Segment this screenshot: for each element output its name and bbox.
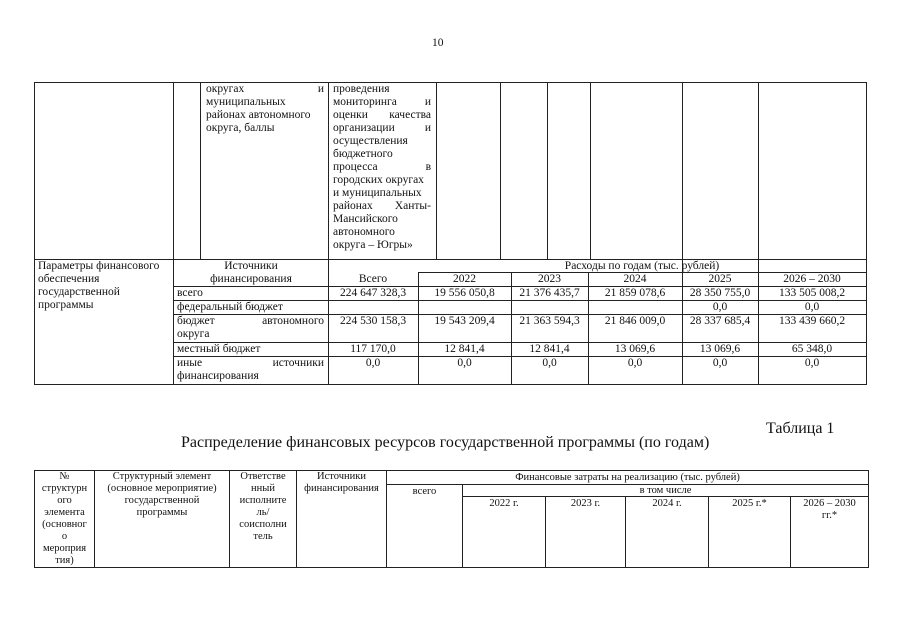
cell-text: гг.*: [821, 510, 838, 521]
cell-text: ого: [57, 495, 72, 506]
cell-value: 21 376 435,7: [519, 287, 580, 299]
col-divider: [173, 82, 174, 385]
col-year-2024: 2024 г.: [652, 498, 682, 509]
cell-value: 133 439 660,2: [778, 315, 846, 327]
cell-text: Ханты-: [394, 200, 431, 212]
table-border-bottom: [34, 384, 867, 385]
cell-value: 117 170,0: [350, 343, 396, 355]
cell-text: автономного: [262, 315, 324, 327]
method-cell: [333, 83, 431, 252]
cell-value: 65 348,0: [791, 343, 833, 355]
cell-text: проведения: [333, 83, 390, 95]
col-struct-header: [95, 471, 229, 519]
col-divider: [682, 82, 683, 385]
col-header-2024: 2024: [623, 273, 647, 285]
cell-value: 133 505 008,2: [778, 287, 846, 299]
cell-text: округа, баллы: [206, 122, 275, 134]
cell-text: осуществления: [333, 135, 408, 147]
cell-value: 224 647 328,3: [339, 287, 407, 299]
cell-value: 13 069,6: [614, 343, 656, 355]
cell-text: Ответстве: [240, 471, 286, 482]
cell-text: и: [317, 83, 324, 95]
cell-text: финансирования: [210, 273, 292, 285]
cell-text: тия): [55, 555, 74, 566]
cell-text: обеспечения: [38, 273, 100, 285]
row-label-total: всего: [177, 287, 203, 299]
cell-text: №: [59, 471, 70, 482]
finance-params-label: [38, 260, 159, 312]
cell-value: 28 337 685,4: [689, 315, 751, 327]
col-divider: [866, 82, 867, 385]
col-divider: [500, 82, 501, 260]
cell-text: соисполни: [239, 519, 287, 530]
cell-value: 19 556 050,8: [434, 287, 495, 299]
cell-text: качества: [389, 109, 431, 121]
cell-text: и: [424, 122, 431, 134]
including-header: в том числе: [639, 485, 692, 496]
expenses-header: Расходы по годам (тыс. рублей): [564, 260, 720, 272]
col-total-header: всего: [412, 486, 437, 497]
cell-value: 0,0: [804, 357, 820, 369]
col-header-2023: 2023: [538, 273, 561, 285]
row-label-federal: федеральный бюджет: [177, 301, 283, 313]
cell-value: 0,0: [542, 357, 557, 369]
col-responsible-header: [230, 471, 296, 543]
row-label-local: местный бюджет: [177, 343, 261, 355]
cell-text: в: [425, 161, 431, 173]
col-divider: [547, 82, 548, 260]
cell-value: 12 841,4: [529, 343, 570, 355]
cell-value: 21 859 078,6: [604, 287, 666, 299]
col-divider: [436, 82, 437, 260]
cell-text: и: [424, 96, 431, 108]
cell-value: 19 543 209,4: [434, 315, 495, 327]
cell-text: (основное мероприятие): [107, 483, 217, 494]
cell-text: программы: [136, 507, 188, 518]
col-divider: [758, 82, 759, 385]
costs-header: Финансовые затраты на реализацию (тыс. рублей): [515, 472, 740, 483]
cell-text: автономного: [333, 226, 395, 238]
cell-value: 0,0: [365, 357, 381, 369]
cell-text: (основног: [42, 519, 87, 530]
cell-value: 13 069,6: [699, 343, 741, 355]
cell-value: 21 363 594,3: [519, 315, 580, 327]
sources-header: [174, 260, 328, 286]
cell-text: Структурный элемент: [112, 471, 212, 482]
col-header-total: Всего: [358, 273, 388, 285]
cell-text: о: [61, 531, 68, 542]
cell-text: исполните: [239, 495, 287, 506]
cell-text: Мансийского: [333, 213, 398, 225]
table-border-top: [34, 82, 867, 83]
cell-value: 28 350 755,0: [689, 287, 751, 299]
cell-text: структурн: [41, 483, 88, 494]
col-divider: [34, 82, 35, 385]
indicator-cell: [206, 83, 324, 135]
row-label-regional: [177, 315, 324, 341]
cell-text: мероприя: [42, 543, 87, 554]
cell-text: иные: [177, 357, 203, 369]
table-border-bottom: [34, 567, 869, 568]
cell-value: 0,0: [457, 357, 472, 369]
cell-text: округа: [177, 328, 210, 340]
cell-text: ль/: [256, 507, 270, 518]
cell-text: источники: [272, 357, 324, 369]
cell-text: Параметры финансового: [38, 260, 160, 272]
cell-text: и муниципальных: [333, 187, 422, 199]
cell-text: элемента: [44, 507, 85, 518]
cell-text: финансирования: [177, 370, 259, 382]
col-year-2022: 2022 г.: [489, 498, 519, 509]
table-label: Таблица 1: [766, 420, 835, 437]
cell-text: мониторинга: [333, 96, 397, 108]
cell-text: округа – Югры»: [333, 239, 413, 251]
col-year-2023: 2023 г.: [570, 498, 601, 509]
cell-text: процесса: [333, 161, 378, 173]
cell-text: государственной: [124, 495, 200, 506]
cell-text: округах: [206, 83, 245, 95]
cell-text: финансирования: [304, 483, 379, 494]
cell-text: бюджет: [177, 315, 215, 327]
cell-text: районах автономного: [206, 109, 311, 121]
row-label-other: [177, 357, 324, 383]
col-divider: [590, 82, 591, 260]
col-header-2025: 2025: [708, 273, 732, 285]
col-header-2022: 2022: [453, 273, 476, 285]
cell-text: тель: [253, 531, 273, 542]
cell-text: государственной: [38, 286, 120, 298]
col-year-2025: 2025 г.*: [732, 498, 767, 509]
col-divider: [868, 470, 869, 568]
col-year-2026-2030: [791, 498, 868, 522]
col-divider: [200, 82, 201, 260]
cell-value: 12 841,4: [444, 343, 485, 355]
cell-text: нный: [251, 483, 275, 494]
col-number-header: [35, 471, 94, 567]
cell-text: бюджетного: [333, 148, 393, 160]
cell-text: Источники: [317, 471, 366, 482]
cell-value: 0,0: [627, 357, 643, 369]
cell-text: организации: [333, 122, 395, 134]
cell-text: муниципальных: [206, 96, 286, 108]
cell-value: 0,0: [804, 301, 820, 313]
cell-text: оценки: [333, 109, 368, 121]
cell-text: Источники: [224, 260, 278, 272]
col-divider: [328, 82, 329, 385]
cell-text: 2026 – 2030: [803, 498, 856, 509]
cell-text: районах: [333, 200, 373, 212]
cell-value: 0,0: [712, 301, 728, 313]
col-header-2026-2030: 2026 – 2030: [783, 273, 841, 285]
cell-text: городских округах: [333, 174, 424, 186]
cell-value: 21 846 009,0: [604, 315, 666, 327]
col-divider: [386, 470, 387, 568]
page-number: 10: [432, 37, 444, 49]
table-title: Распределение финансовых ресурсов государственной программы (по годам): [181, 434, 710, 451]
col-sources-header: [297, 471, 386, 495]
cell-text: программы: [38, 299, 94, 311]
cell-value: 0,0: [712, 357, 728, 369]
cell-value: 224 530 158,3: [339, 315, 407, 327]
